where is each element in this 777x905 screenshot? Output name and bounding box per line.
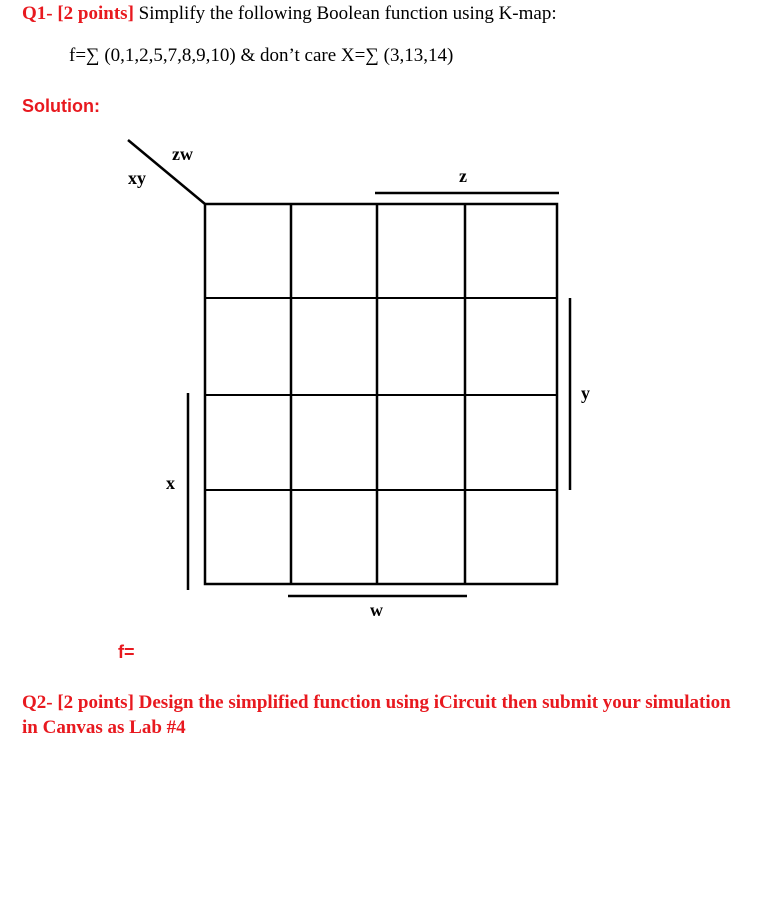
w-label: w — [370, 600, 383, 620]
function-definition: f=∑ (0,1,2,5,7,8,9,10) & don’t care X=∑ (3,13,14) — [69, 45, 454, 66]
question-1-label: Q1- [2 points] — [22, 3, 134, 24]
kmap-row-variable-label: xy — [128, 168, 146, 188]
x-label: x — [166, 473, 175, 493]
z-label: z — [459, 166, 467, 186]
solution-label: Solution: — [22, 96, 100, 116]
answer-label: f= — [118, 642, 135, 662]
y-label: y — [581, 383, 590, 403]
question-2: Q2- [2 points] Design the simplified function using iCircuit then submit your simulation in Canvas as Lab #4 — [22, 692, 731, 738]
kmap-col-variable-label: zw — [172, 144, 193, 164]
question-1-prompt: Simplify the following Boolean function using K-map: — [138, 3, 557, 24]
